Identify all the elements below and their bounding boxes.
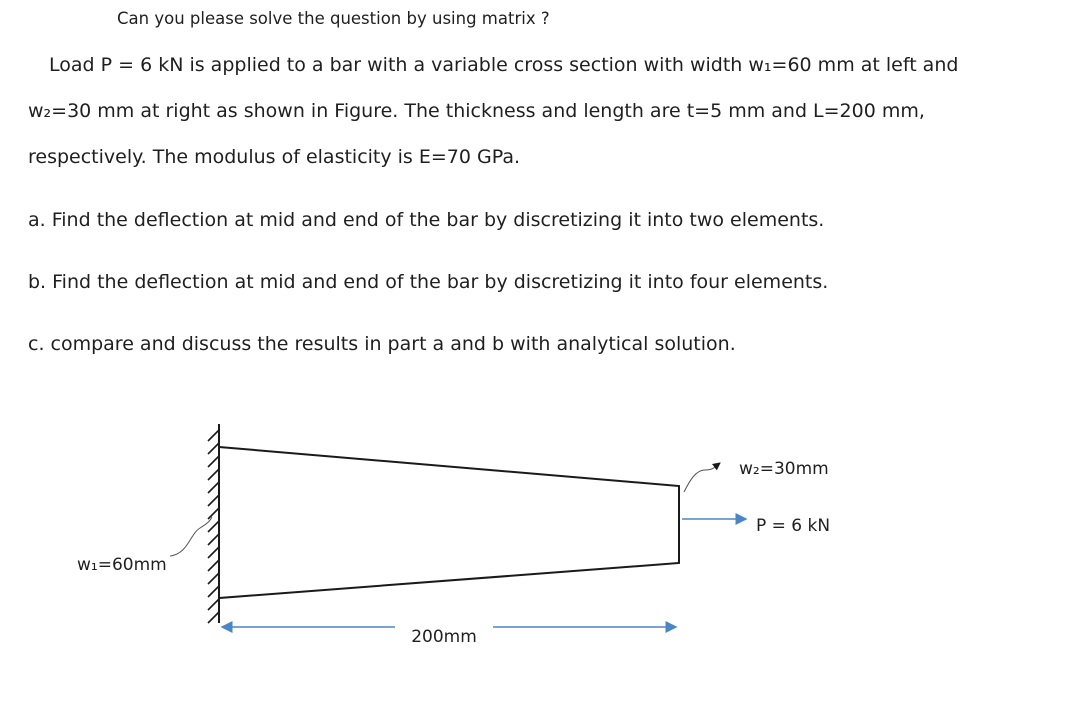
hatch-line	[208, 495, 219, 506]
hatch-line	[208, 469, 219, 480]
part-c: c. compare and discuss the results in part a and b with analytical solution.	[28, 333, 736, 355]
hatch-line	[208, 443, 219, 454]
wall-support	[208, 424, 219, 623]
w2-label: w₂=30mm	[739, 459, 829, 479]
hatch-line	[208, 521, 219, 532]
hatch-line	[208, 482, 219, 493]
hatch-line	[208, 534, 219, 545]
statement-line-1: Load P = 6 kN is applied to a bar with a variable cross section with width w₁=60 mm at left and	[49, 54, 959, 76]
w1-label: w₁=60mm	[77, 555, 167, 575]
length-label: 200mm	[411, 627, 477, 647]
hatch-line	[208, 430, 219, 441]
hatch-line	[208, 573, 219, 584]
hatch-line	[208, 508, 219, 519]
statement-line-2: w₂=30 mm at right as shown in Figure. The thickness and length are t=5 mm and L=200 mm,	[28, 100, 925, 122]
question-header: Can you please solve the question by using matrix ?	[117, 9, 550, 28]
wall-hatching	[208, 430, 219, 623]
hatch-line	[208, 599, 219, 610]
load-label: P = 6 kN	[756, 516, 831, 536]
hatch-line	[208, 586, 219, 597]
hatch-line	[208, 456, 219, 467]
hatch-line	[208, 560, 219, 571]
statement-line-3: respectively. The modulus of elasticity is E=70 GPa.	[28, 146, 521, 168]
tapered-bar	[219, 447, 679, 598]
hatch-line	[208, 612, 219, 623]
part-b: b. Find the deflection at mid and end of the bar by discretizing it into four elements.	[28, 271, 829, 293]
part-a: a. Find the deflection at mid and end of the bar by discretizing it into two elements.	[28, 209, 825, 231]
hatch-line	[208, 547, 219, 558]
w1-leader	[170, 517, 212, 556]
w2-leader	[684, 463, 720, 492]
